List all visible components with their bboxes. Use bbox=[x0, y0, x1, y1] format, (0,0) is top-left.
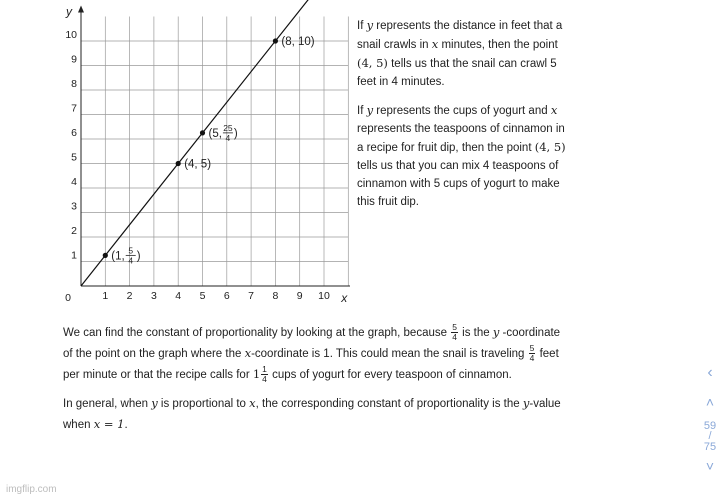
point-label-1-numerator: 5 bbox=[128, 245, 134, 256]
y-tick-label-1: 1 bbox=[71, 249, 77, 262]
yogurt-paragraph: If y represents the cups of yogurt and x represents the teaspoons of cinnamon in a recipe for fruit dip, then the point (4, 5) tells us that you can mix 4 teaspoons of cinnamon with 5 cups of yogurt to make this fruit dip. bbox=[357, 103, 566, 208]
point-label-3-end: ) bbox=[233, 127, 238, 140]
data-point-1 bbox=[103, 253, 108, 258]
x-tick-label-3: 3 bbox=[150, 290, 157, 302]
x-tick-label-10: 10 bbox=[318, 290, 330, 302]
scroll-down-icon[interactable]: ˅ bbox=[705, 458, 715, 474]
y-axis-label: y bbox=[66, 4, 72, 19]
x-axis-label: x bbox=[341, 291, 348, 305]
general-paragraph: In general, when y is proportional to x, the corresponding constant of proportionality is the y-value when x = 1. bbox=[63, 396, 561, 431]
scroll-up-icon[interactable]: ˄ bbox=[705, 394, 715, 410]
data-point-4 bbox=[273, 38, 278, 43]
point-label-1-end: ) bbox=[136, 250, 141, 263]
x-tick-label-7: 7 bbox=[248, 290, 255, 302]
fraction-1-4: $\frac{1}{4}$ bbox=[262, 364, 267, 385]
point-label-3-denominator: 4 bbox=[225, 132, 231, 143]
x-tick-label-5: 5 bbox=[199, 290, 206, 302]
origin-label: 0 bbox=[65, 292, 71, 304]
x-tick-label-4: 4 bbox=[175, 290, 182, 302]
y-axis-arrow bbox=[78, 6, 84, 13]
data-point-2 bbox=[176, 161, 181, 166]
prev-page-icon[interactable]: ‹ bbox=[707, 364, 713, 381]
constant-paragraph: We can find the constant of proportionality by looking at the graph, because $\frac{5}{4}$ is the y -coordinate of the point on the graph where the x-coordinate is 1. This could mean the snail is traveling $\frac{5}{4}$ feet per minute or that the recipe calls for 1 $\frac{1}{4}$ cups of yogurt for every teaspoon of cinnamon. bbox=[63, 322, 561, 385]
x-tick-label-2: 2 bbox=[126, 290, 133, 302]
x-tick-label-9: 9 bbox=[296, 290, 303, 302]
y-tick-label-8: 8 bbox=[71, 78, 77, 90]
y-tick-label-10: 10 bbox=[65, 29, 77, 41]
y-tick-label-2: 2 bbox=[71, 225, 77, 237]
point-label-3-numerator: 25 bbox=[223, 122, 233, 133]
y-tick-label-4: 4 bbox=[71, 176, 77, 188]
y-tick-label-9: 9 bbox=[71, 53, 77, 66]
point-label-1: (1, bbox=[111, 250, 125, 263]
point-label-4: (8, 10) bbox=[281, 36, 315, 48]
right-explanation bbox=[357, 16, 567, 221]
fraction-5-4: $\frac{5}{4}$ bbox=[452, 322, 457, 343]
snail-paragraph: If y represents the distance in feet that a snail crawls in x minutes, then the point (4, 5) tells us that the snail can crawl 5 feet in 4 minutes. bbox=[357, 18, 563, 88]
point-label-1-denominator: 4 bbox=[128, 255, 134, 266]
watermark: imgflip.com bbox=[6, 484, 57, 495]
proportional-graph bbox=[0, 0, 350, 310]
x-tick-label-8: 8 bbox=[272, 290, 279, 302]
y-tick-label-3: 3 bbox=[71, 200, 77, 213]
fraction-5-4-b: $\frac{5}{4}$ bbox=[529, 343, 535, 364]
x-tick-label-6: 6 bbox=[223, 290, 230, 302]
y-tick-label-7: 7 bbox=[71, 102, 77, 115]
data-point-3 bbox=[200, 130, 205, 135]
page-current: 59 bbox=[703, 420, 717, 432]
point-label-3: (5, bbox=[208, 127, 222, 140]
page-total: 75 bbox=[703, 441, 717, 453]
y-tick-label-5: 5 bbox=[71, 151, 77, 164]
x-tick-label-1: 1 bbox=[102, 290, 109, 302]
y-tick-label-6: 6 bbox=[71, 127, 77, 139]
point-label-2: (4, 5) bbox=[184, 158, 212, 171]
explanation-body bbox=[63, 322, 563, 443]
page-separator: / bbox=[708, 430, 712, 442]
